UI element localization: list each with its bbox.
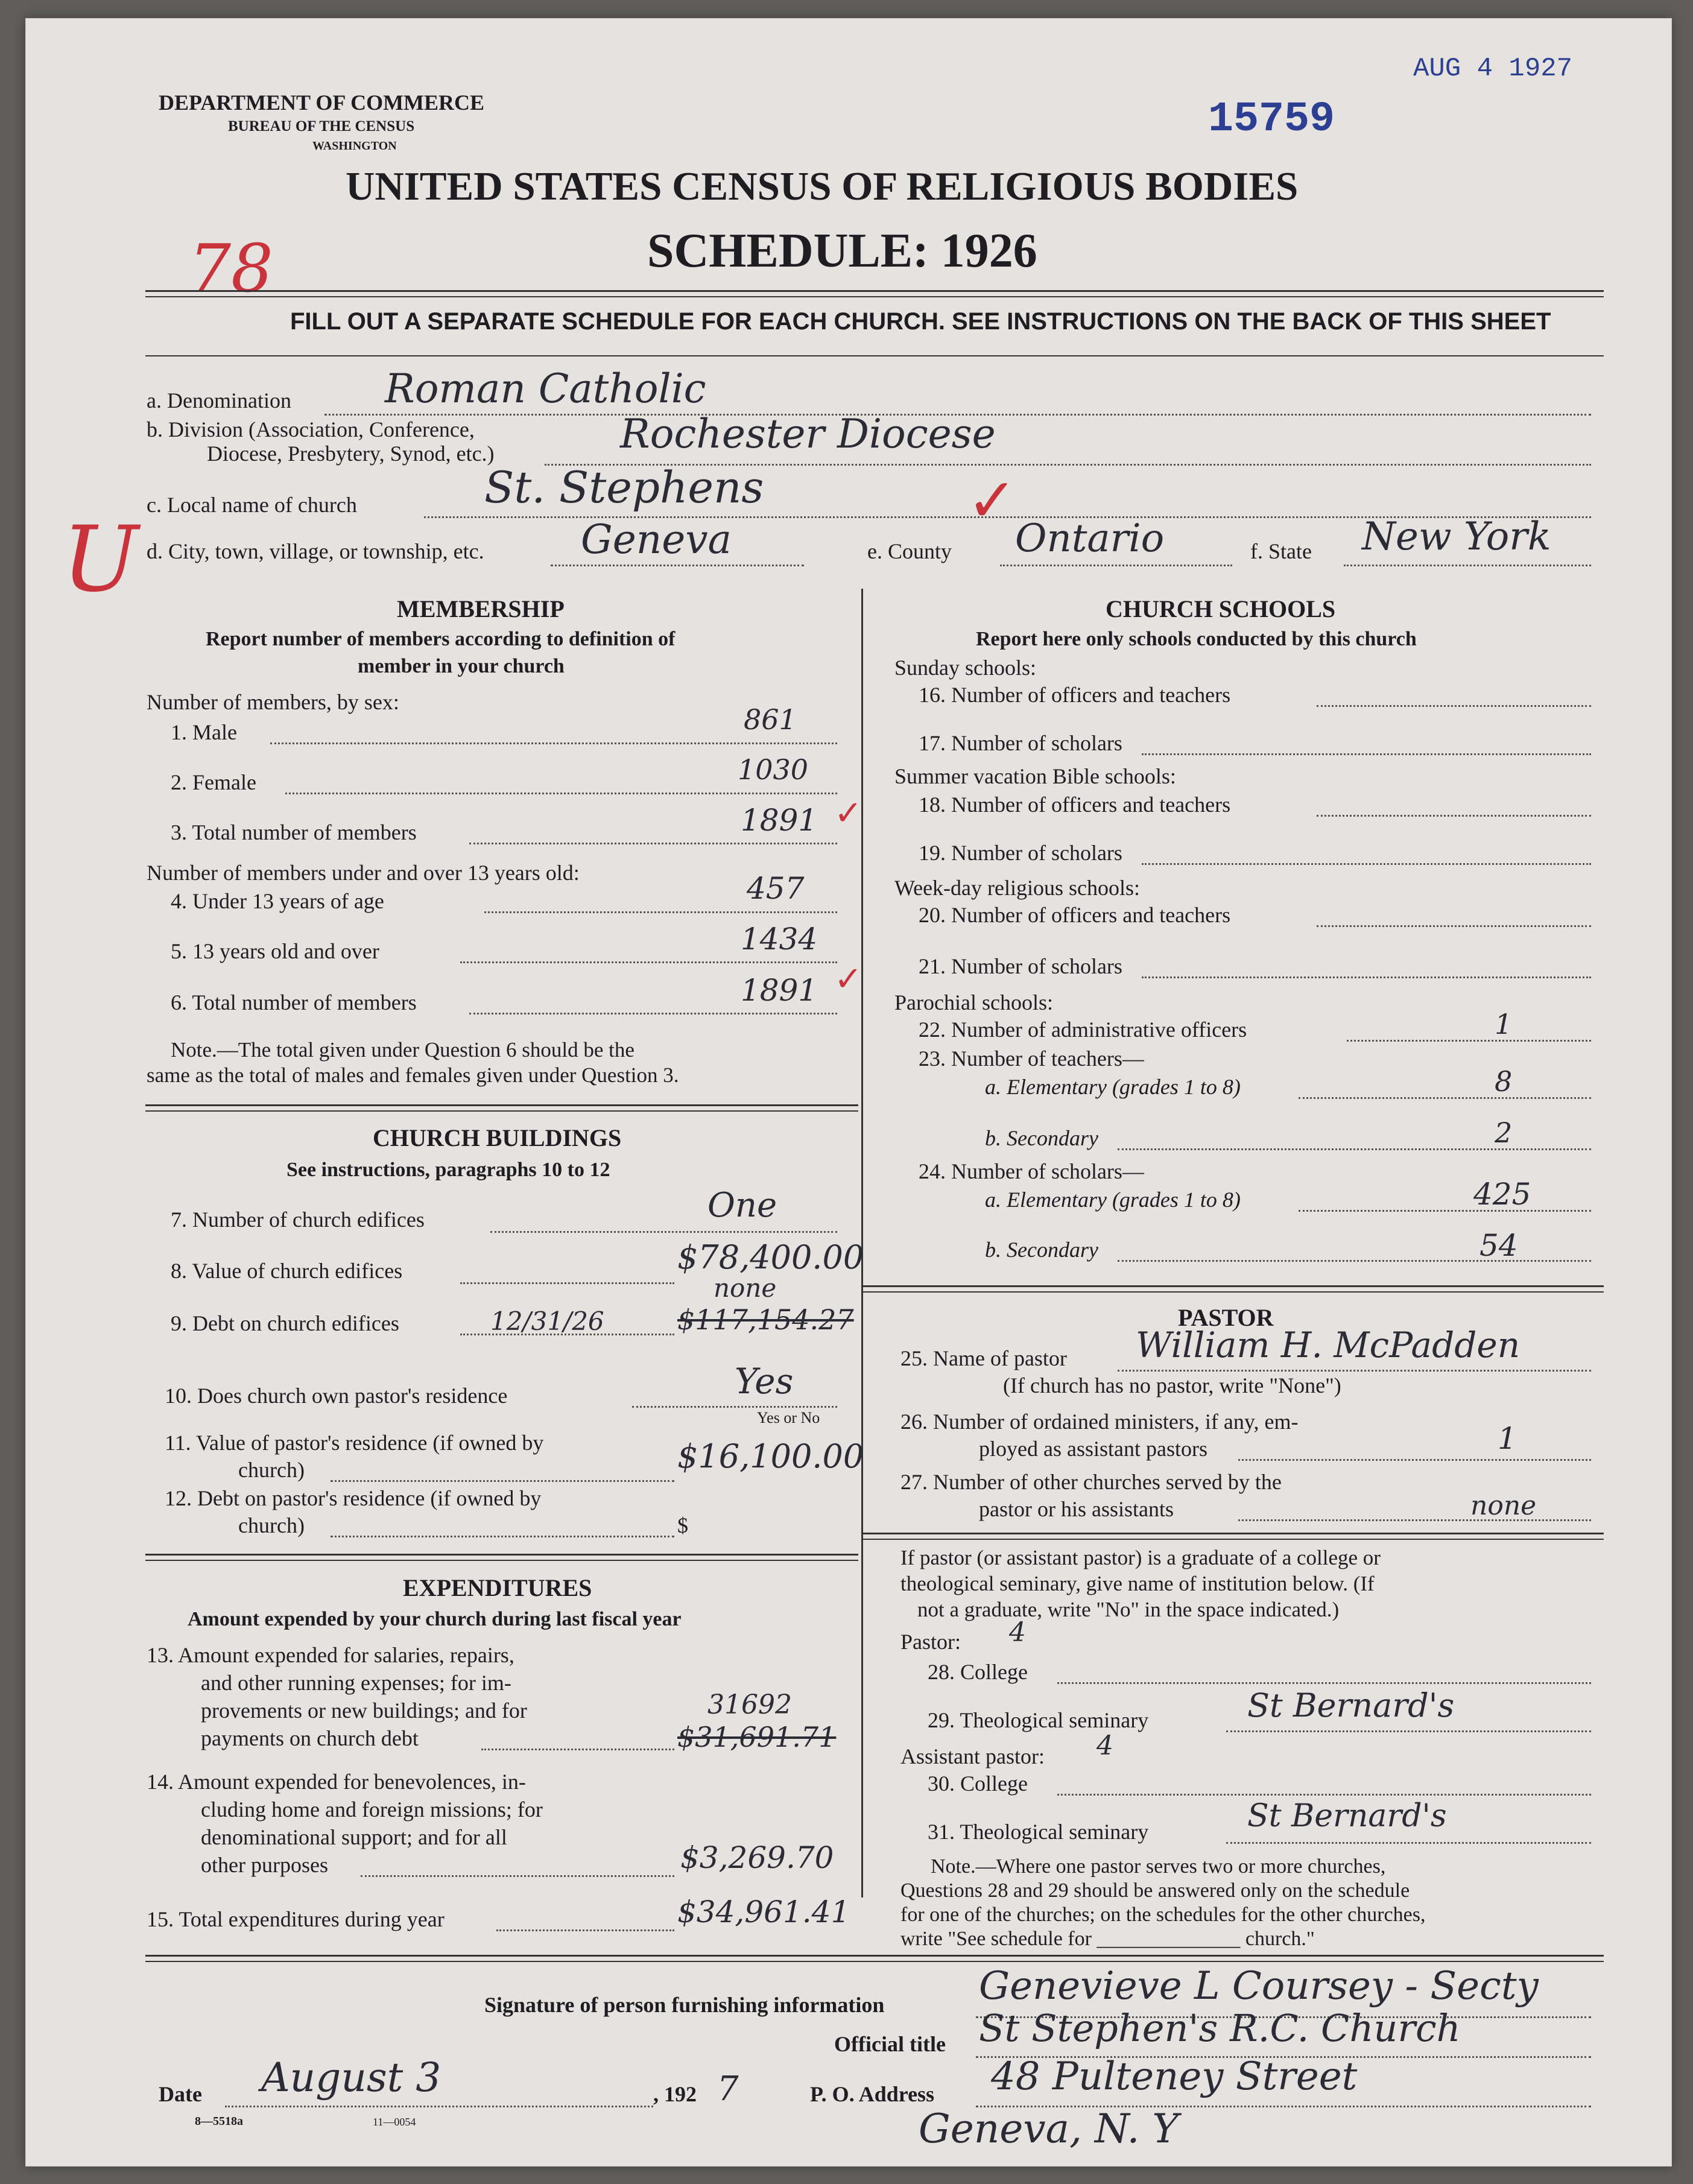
fill-line — [1142, 976, 1591, 978]
summer-schools-label: Summer vacation Bible schools: — [894, 764, 1176, 788]
q6-total-label: 6. Total number of members — [171, 990, 417, 1014]
q14-label-line1: 14. Amount expended for benevolences, in- — [147, 1770, 526, 1794]
fill-line — [1000, 565, 1232, 566]
fill-line — [490, 1231, 837, 1233]
form-title: UNITED STATES CENSUS OF RELIGIOUS BODIES — [346, 164, 1299, 209]
q22-label: 22. Number of administrative officers — [919, 1018, 1247, 1042]
q12-debt-amount: $ — [677, 1513, 688, 1537]
rule — [145, 1560, 858, 1561]
rule — [145, 290, 1604, 292]
q12-debt-label-line2: church) — [238, 1513, 305, 1537]
fill-line — [1142, 753, 1591, 755]
pastor-sublabel: Pastor: — [900, 1630, 961, 1654]
fill-line — [1118, 1260, 1591, 1262]
q11-value-label-line2: church) — [238, 1458, 305, 1482]
rule — [863, 1285, 1604, 1287]
rule — [145, 1554, 858, 1556]
q7-edifices-label: 7. Number of church edifices — [171, 1208, 425, 1232]
fill-line — [1317, 705, 1591, 707]
fill-line — [469, 1013, 837, 1014]
q23b-value: 2 — [1495, 1116, 1513, 1149]
q27-label-line2: pastor or his assistants — [979, 1497, 1174, 1521]
church-buildings-heading: CHURCH BUILDINGS — [373, 1124, 622, 1151]
q15-amount: $34,961.41 — [677, 1894, 850, 1929]
q1-male-label: 1. Male — [171, 720, 237, 744]
q13-label-line1: 13. Amount expended for salaries, repairs, — [147, 1643, 514, 1667]
fill-line — [1226, 1730, 1591, 1732]
q5-13andover-label: 5. 13 years old and over — [171, 939, 379, 963]
q10-residence-label: 10. Does church own pastor's residence — [165, 1384, 508, 1408]
rule — [863, 1533, 1604, 1534]
margin-mark-number: 78 — [189, 230, 273, 307]
q22-value: 1 — [1495, 1008, 1513, 1040]
yes-no-hint: Yes or No — [757, 1409, 820, 1426]
q13-label-line3: provements or new buildings; and for — [201, 1698, 527, 1723]
q24a-value: 425 — [1473, 1177, 1531, 1212]
q30-label: 30. College — [928, 1771, 1028, 1796]
membership-note-line2: same as the total of males and females given under Question 3. — [147, 1063, 679, 1087]
fill-line — [1057, 1794, 1591, 1796]
rule — [145, 355, 1604, 356]
schedule-number-stamp: 15759 — [1208, 96, 1335, 144]
state-label: f. State — [1250, 539, 1312, 563]
schedule-year-title: SCHEDULE: 1926 — [647, 224, 1037, 277]
fill-line — [331, 1536, 674, 1537]
q6-total-value: 1891 — [741, 973, 818, 1008]
rule — [863, 1291, 1604, 1293]
denomination-value: Roman Catholic — [385, 366, 706, 412]
rule — [145, 1955, 1604, 1957]
parochial-schools-label: Parochial schools: — [894, 990, 1053, 1014]
po-address-line2: Geneva, N. Y — [919, 2106, 1179, 2152]
pastor-heading: PASTOR — [1178, 1304, 1274, 1331]
q3-total-value: 1891 — [741, 803, 818, 838]
rule — [145, 1104, 858, 1106]
q10-residence-value: Yes — [735, 1361, 794, 1402]
membership-heading: MEMBERSHIP — [397, 595, 565, 622]
q13-amount: $31,691.71 — [677, 1721, 837, 1753]
city-label: d. City, town, village, or township, etc. — [147, 539, 484, 563]
q9-debt-label: 9. Debt on church edifices — [171, 1311, 399, 1335]
pastor-note-line2: Questions 28 and 29 should be answered only on the schedule — [900, 1879, 1410, 1902]
fill-line — [1238, 1459, 1591, 1461]
church-buildings-sub: See instructions, paragraphs 10 to 12 — [286, 1159, 610, 1181]
bureau-name: BUREAU OF THE CENSUS — [228, 118, 415, 135]
department-name: DEPARTMENT OF COMMERCE — [159, 90, 485, 115]
q11-value-label-line1: 11. Value of pastor's residence (if owned by — [165, 1431, 544, 1455]
rule — [145, 296, 1604, 297]
graduate-instruction-line1: If pastor (or assistant pastor) is a graduate of a college or — [900, 1546, 1381, 1569]
fill-line — [1057, 1682, 1591, 1684]
fill-line — [484, 911, 837, 913]
q3-total-label: 3. Total number of members — [171, 820, 417, 844]
q27-value: none — [1470, 1490, 1537, 1521]
church-schools-heading: CHURCH SCHOOLS — [1106, 595, 1336, 622]
red-check-mark: ✓ — [834, 794, 862, 833]
q9-debt-value: none — [714, 1273, 777, 1303]
members-by-age-label: Number of members under and over 13 years old: — [147, 861, 580, 885]
rule — [863, 1539, 1604, 1540]
q25-pastor-name: William H. McPadden — [1136, 1325, 1521, 1366]
fill-line — [1226, 1842, 1591, 1844]
q12-debt-label-line1: 12. Debt on pastor's residence (if owned by — [165, 1486, 542, 1510]
q23a-value: 8 — [1495, 1065, 1513, 1098]
q23b-label: b. Secondary — [985, 1126, 1098, 1150]
q14-label-line3: denominational support; and for all — [201, 1825, 507, 1849]
q20-label: 20. Number of officers and teachers — [919, 903, 1231, 927]
date-label: Date — [159, 2082, 202, 2106]
graduate-instruction-line2: theological seminary, give name of institution below. (If — [900, 1572, 1375, 1595]
q11-value-amount: $16,100.00 — [677, 1437, 864, 1475]
local-name-value: St. Stephens — [484, 462, 764, 513]
q17-label: 17. Number of scholars — [919, 731, 1122, 755]
division-value: Rochester Diocese — [620, 411, 996, 457]
red-check-mark: ✓ — [834, 960, 862, 999]
q15-label: 15. Total expenditures during year — [147, 1907, 445, 1931]
signature-value: Genevieve L Coursey - Secty — [979, 1964, 1539, 2008]
q25-label: 25. Name of pastor — [900, 1346, 1067, 1370]
q21-label: 21. Number of scholars — [919, 954, 1122, 978]
members-by-sex-label: Number of members, by sex: — [147, 690, 399, 714]
po-address-line1: 48 Pulteney Street — [991, 2054, 1358, 2099]
fill-line — [1118, 1148, 1591, 1150]
county-label: e. County — [867, 539, 952, 563]
q16-label: 16. Number of officers and teachers — [919, 683, 1231, 707]
fill-line — [1299, 1097, 1591, 1099]
q13-label-line2: and other running expenses; for im- — [201, 1671, 511, 1695]
fill-line — [496, 1929, 674, 1931]
q4-under13-value: 457 — [747, 871, 805, 906]
q13-label-line4: payments on church debt — [201, 1726, 419, 1750]
q13-red-correction: 31692 — [707, 1689, 792, 1720]
fill-line — [1344, 565, 1591, 566]
fill-line — [469, 843, 837, 844]
form-number: 8—5518a — [195, 2115, 243, 2128]
fill-line — [460, 961, 837, 963]
q25-note: (If church has no pastor, write "None") — [1003, 1373, 1341, 1397]
q28-label: 28. College — [928, 1660, 1028, 1684]
q2-female-value: 1030 — [738, 753, 809, 786]
fill-line — [632, 1406, 837, 1408]
fill-line — [361, 1875, 674, 1877]
q14-label-line4: other purposes — [201, 1853, 328, 1877]
rule — [145, 1961, 1604, 1962]
assistant-pastor-sublabel: Assistant pastor: — [900, 1744, 1045, 1768]
signature-label: Signature of person furnishing information — [484, 1993, 885, 2017]
fill-line — [460, 1282, 674, 1284]
fill-line — [460, 1334, 674, 1335]
q4-under13-label: 4. Under 13 years of age — [171, 889, 384, 913]
division-label-line1: b. Division (Association, Conference, — [147, 417, 475, 442]
fill-line — [1317, 815, 1591, 817]
q23a-label: a. Elementary (grades 1 to 8) — [985, 1075, 1241, 1099]
date-value: August 3 — [261, 2054, 441, 2101]
q9-debt-date: 12/31/26 — [490, 1306, 604, 1336]
q24b-label: b. Secondary — [985, 1238, 1098, 1262]
q9-debt-struck-amount: $117,154.27 — [677, 1303, 854, 1336]
fill-line — [1317, 925, 1591, 927]
weekday-schools-label: Week-day religious schools: — [894, 876, 1141, 900]
q5-13andover-value: 1434 — [741, 922, 818, 957]
margin-mark-letter: U — [62, 507, 139, 612]
received-date-stamp: AUG 4 1927 — [1413, 54, 1573, 84]
graduate-instruction-line3: not a graduate, write "No" in the space indicated.) — [917, 1598, 1340, 1621]
fill-line — [1118, 1370, 1591, 1372]
expenditures-sub: Amount expended by your church during last fiscal year — [188, 1608, 682, 1630]
membership-note-line1: Note.—The total given under Question 6 should be the — [171, 1038, 634, 1062]
bureau-city: WASHINGTON — [312, 139, 397, 153]
q23-label: 23. Number of teachers— — [919, 1046, 1144, 1071]
fill-line — [1347, 1040, 1591, 1042]
rule — [145, 1110, 858, 1112]
q8-value-amount: $78,400.00 — [677, 1238, 864, 1276]
official-title-label: Official title — [834, 2032, 946, 2056]
fill-line — [331, 1480, 674, 1482]
denomination-label: a. Denomination — [147, 388, 291, 413]
pastor-note-line4: write "See schedule for ______________ church." — [900, 1928, 1315, 1950]
pastor-note-line1: Note.—Where one pastor serves two or more churches, — [931, 1855, 1386, 1878]
pastor-red-mark: 4 — [1009, 1617, 1026, 1648]
q14-amount: $3,269.70 — [680, 1840, 834, 1875]
q1-male-value: 861 — [744, 703, 797, 736]
po-address-label: P. O. Address — [810, 2082, 935, 2106]
red-check-mark: ✓ — [967, 465, 1017, 536]
q29-label: 29. Theological seminary — [928, 1708, 1149, 1732]
date-year-handwritten: 7 — [717, 2069, 739, 2109]
q14-label-line2: cluding home and foreign missions; for — [201, 1797, 543, 1822]
pastor-note-line3: for one of the churches; on the schedules for the other churches, — [900, 1904, 1426, 1926]
q29-value: St Bernard's — [1247, 1686, 1455, 1724]
state-value: New York — [1362, 514, 1551, 559]
separate-schedule-instruction: FILL OUT A SEPARATE SCHEDULE FOR EACH CHURCH. SEE INSTRUCTIONS ON THE BACK OF THIS SHEET — [290, 308, 1551, 335]
fill-line — [481, 1749, 674, 1750]
membership-sub1: Report number of members according to definition of — [206, 628, 676, 650]
fill-line — [1299, 1210, 1591, 1212]
q27-label-line1: 27. Number of other churches served by the — [900, 1470, 1282, 1494]
print-number: 11—0054 — [373, 2116, 416, 2128]
date-year-printed: , 192 — [653, 2082, 697, 2106]
local-name-label: c. Local name of church — [147, 493, 357, 517]
q19-label: 19. Number of scholars — [919, 841, 1122, 865]
q31-label: 31. Theological seminary — [928, 1820, 1149, 1844]
q24a-label: a. Elementary (grades 1 to 8) — [985, 1188, 1241, 1212]
church-schools-sub: Report here only schools conducted by this church — [976, 628, 1417, 650]
fill-line — [551, 565, 804, 566]
q26-value: 1 — [1498, 1421, 1517, 1456]
census-schedule-sheet — [25, 18, 1672, 2167]
q31-value: St Bernard's — [1247, 1798, 1447, 1834]
assistant-red-mark: 4 — [1096, 1730, 1113, 1761]
q7-edifices-value: One — [707, 1186, 777, 1225]
city-value: Geneva — [581, 516, 732, 563]
q2-female-label: 2. Female — [171, 770, 256, 794]
fill-line — [225, 2106, 653, 2107]
division-label-line2: Diocese, Presbytery, Synod, etc.) — [207, 442, 495, 466]
q26-label-line2: ployed as assistant pastors — [979, 1437, 1207, 1461]
fill-line — [270, 742, 837, 744]
official-title-value: St Stephen's R.C. Church — [979, 2006, 1461, 2050]
sunday-schools-label: Sunday schools: — [894, 656, 1037, 680]
q18-label: 18. Number of officers and teachers — [919, 793, 1231, 817]
q26-label-line1: 26. Number of ordained ministers, if any, em- — [900, 1410, 1299, 1434]
membership-sub2: member in your church — [358, 655, 565, 677]
expenditures-heading: EXPENDITURES — [403, 1574, 592, 1601]
q8-value-label: 8. Value of church edifices — [171, 1259, 403, 1283]
fill-line — [1142, 863, 1591, 865]
q24-label: 24. Number of scholars— — [919, 1159, 1144, 1183]
fill-line — [285, 793, 837, 794]
fill-line — [1238, 1519, 1591, 1521]
q24b-value: 54 — [1479, 1228, 1518, 1263]
county-value: Ontario — [1015, 516, 1165, 561]
